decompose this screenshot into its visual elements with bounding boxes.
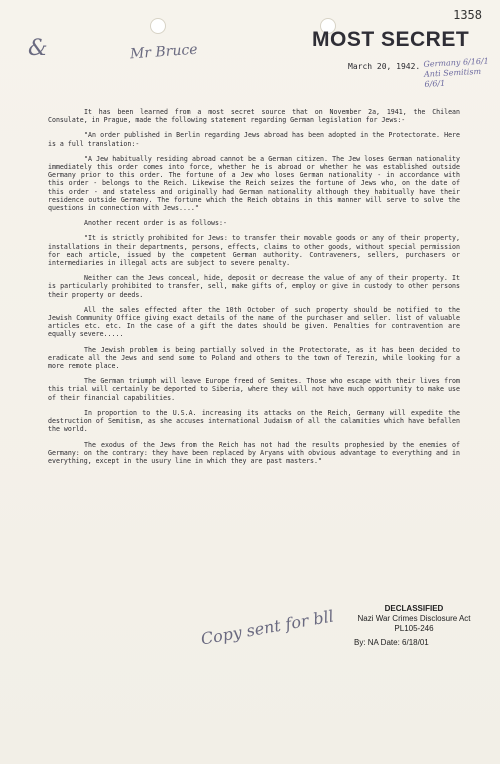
stamp-line: PL105-246 — [394, 624, 434, 633]
punch-hole-left — [150, 18, 166, 34]
paragraph: "A Jew habitually residing abroad cannot be a German citizen. The Jew loses German nationality immediately this order comes into force, whether he is abroad or whether he was established outside Germany prior to this order. The fortune of a Jew who loses German nationality - in accordance with this order - belongs to the Reich. Likewise the Reich seizes the fortune of Jews who, on the date of this order - and stateless and originally had German nationality although they habitually have their residence outside Germany. The fortune which the Reich obtains in this manner will serve to solve the questions in connection with Jews...." — [48, 154, 460, 213]
stamp-title: DECLASSIFIED — [384, 604, 444, 613]
document-date: March 20, 1942. — [348, 62, 421, 71]
declassified-stamp — [354, 604, 474, 648]
paragraph: Neither can the Jews conceal, hide, deposit or decrease the value of any of their property. It is particularly prohibited to transfer, sell, make gifts of, employ or give in custody to other persons their property or deeds. — [48, 274, 460, 299]
handwritten-signature: Copy sent for bll — [199, 606, 336, 649]
paragraph: The exodus of the Jews from the Reich has not had the results prophesied by the enemies of Germany: on the contrary: they have been replaced by Aryans with obvious advantage to everything and in everything, except in the usury line in which they are past masters." — [48, 440, 460, 465]
handwritten-mark: & — [28, 36, 48, 61]
paragraph: The German triumph will leave Europe freed of Semites. Those who escape with their lives from this trial will certainly be deported to Siberia, where they will not have much opportunity to make use of their financial capabilities. — [48, 377, 460, 402]
document-number: 1358 — [453, 8, 482, 22]
paragraph: "An order published in Berlin regarding Jews abroad has been adopted in the Protectorate. Here is a full translation:- — [48, 131, 460, 148]
handwritten-file-note: Germany 6/16/1 Anti Semitism 6/6/1 — [423, 56, 489, 89]
stamp-line: Nazi War Crimes Disclosure Act — [357, 614, 471, 623]
paragraph: "It is strictly prohibited for Jews: to transfer their movable goods or any of their property, installations in their departments, persons, effects, claims to other goods, without special permission for each article, issued by the competent German authority. Contraveners, sellers, purchasers or intermediaries in illegal acts are subject to severe penalty. — [48, 234, 460, 268]
stamp-byline: By: NA Date: 6/18/01 — [354, 638, 429, 647]
paragraph: It has been learned from a most secret source that on November 2a, 1941, the Chilean Consulate, in Prague, made the following statement regarding German legislation for Jews:- — [48, 108, 460, 125]
paragraph: Another recent order is as follows:- — [84, 219, 227, 228]
paragraph: The Jewish problem is being partially solved in the Protectorate, as it has been decided to eradicate all the Jews and send some to Poland and others to the town of Terezin, while looking for a more remote place. — [48, 345, 460, 371]
paragraph: In proportion to the U.S.A. increasing its attacks on the Reich, Germany will expedite the destruction of Semitism, as she accuses international Judaism of all the calamities which have befallen the world. — [48, 408, 460, 434]
classification-heading: MOST SECRET — [312, 28, 470, 51]
handwritten-name: Mr Bruce — [129, 41, 199, 63]
paragraph: All the sales effected after the 10th October of such property should be notified to the Jewish Community Office giving exact details of the name of the purchaser and seller. list of valuable articles etc. etc. In the case of a gift the dates should be given. Penalties for contravention are equally severe..... — [48, 305, 460, 339]
document-body — [48, 108, 460, 472]
